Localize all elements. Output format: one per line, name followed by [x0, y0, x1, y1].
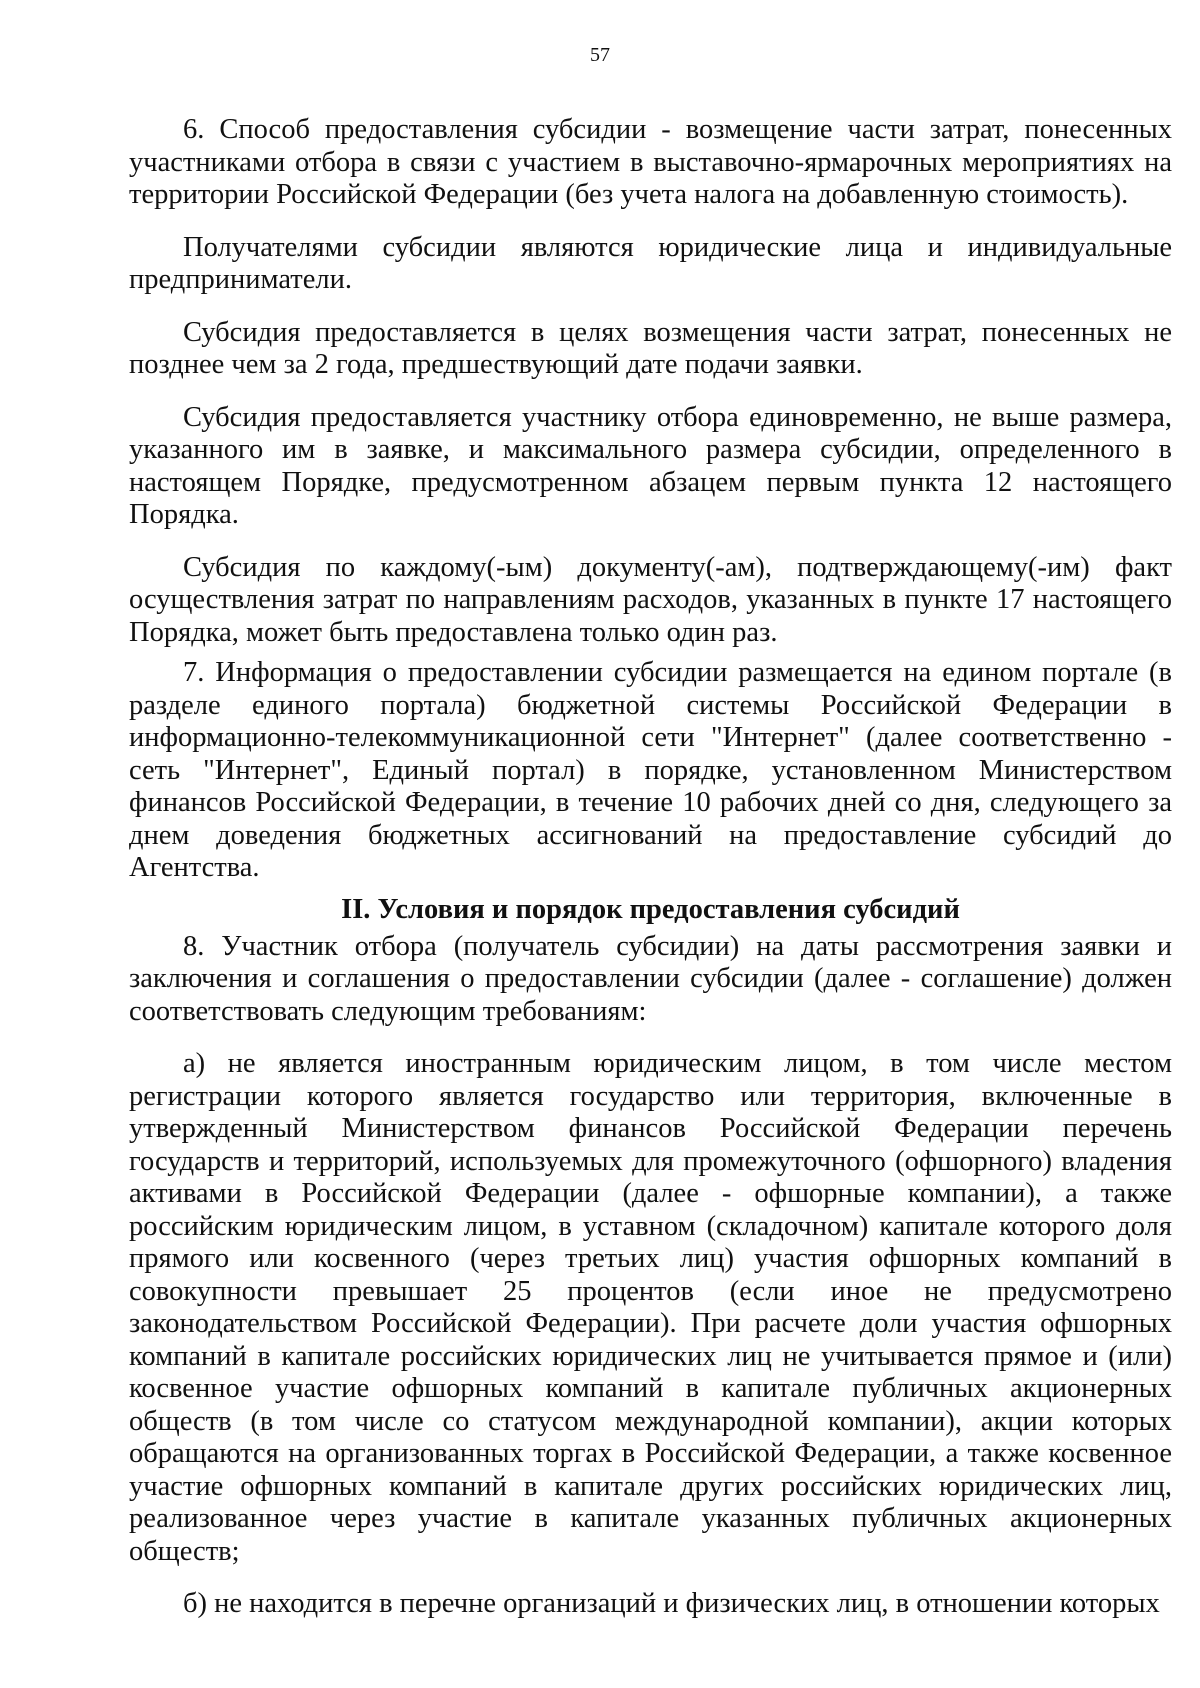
paragraph-7-information: 7. Информация о предоставлении субсидии размещается на едином портале (в разделе единого портала) бюджетной системы Российской Федерации в информационно-телекоммуникационной сети "Интернет" (далее соответственно - сеть "Интернет", Единый портал) в порядке, установленном Министерством финансов Российской Федерации, в течение 10 рабочих дней со дня, следующего за днем доведения бюджетных ассигнований на предоставление субсидий до Агентства. — [129, 657, 1172, 883]
section-heading: II. Условия и порядок предоставления субсидий — [341, 893, 960, 925]
paragraph-recipients: Получателями субсидии являются юридические лица и индивидуальные предприниматели. — [129, 231, 1172, 295]
paragraph-6-subsidy-method: 6. Способ предоставления субсидии - возмещение части затрат, понесенных участниками отбора в связи с участием в выставочно-ярмарочных мероприятиях на территории Российской Федерации (без учета налога на добавленную стоимость). — [129, 114, 1172, 210]
paragraph-requirement-a: а) не является иностранным юридическим лицом, в том числе местом регистрации которого является государство или территория, включенные в утвержденный Министерством финансов Российской Федерации перечень государств и территорий, используемых для промежуточного (офшорного) владения активами в Российской Федерации (далее - офшорные компании), а также российским юридическим лицом, в уставном (складочном) капитале которого доля прямого или косвенного (через третьих лиц) участия офшорных компаний в совокупности превышает 25 процентов (если иное не предусмотрено законодательством Российской Федерации). При расчете доли участия офшорных компаний в капитале российских юридических лиц не учитывается прямое и (или) косвенное участие офшорных компаний в капитале публичных акционерных обществ (в том числе со статусом международной компании), акции которых обращаются на организованных торгах в Российской Федерации, а также косвенное участие офшорных компаний в капитале других российских юридических лиц, реализованное через участие в капитале указанных публичных акционерных обществ; — [129, 1048, 1172, 1567]
paragraph-subsidy-limit: Субсидия предоставляется участнику отбора единовременно, не выше размера, указанного им в заявке, и максимального размера субсидии, определенного в настоящем Порядке, предусмотренном абзацем первым пункта 12 настоящего Порядка. — [129, 401, 1172, 530]
document-body — [129, 114, 1172, 1621]
paragraph-8-requirements: 8. Участник отбора (получатель субсидии) на даты рассмотрения заявки и заключения и соглашения о предоставлении субсидии (далее - соглашение) должен соответствовать следующим требованиям: — [129, 930, 1172, 1027]
paragraph-subsidy-once: Субсидия по каждому(-ым) документу(-ам), подтверждающему(-им) факт осуществления затрат по направлениям расходов, указанных в пункте 17 настоящего Порядка, может быть предоставлена только один раз. — [129, 551, 1172, 648]
paragraph-subsidy-purpose: Субсидия предоставляется в целях возмещения части затрат, понесенных не позднее чем за 2 года, предшествующий дате подачи заявки. — [129, 316, 1172, 380]
paragraph-requirement-b: б) не находится в перечне организаций и физических лиц, в отношении которых — [183, 1588, 1160, 1619]
page-number: 57 — [590, 44, 610, 66]
